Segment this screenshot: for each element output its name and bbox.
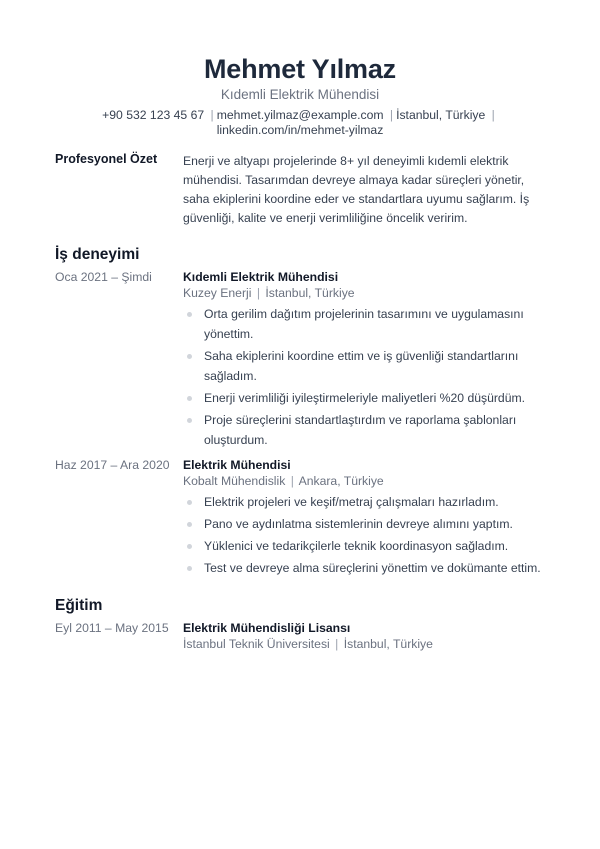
bullet-item xyxy=(183,492,545,512)
bullet-dot-icon xyxy=(187,396,192,401)
entry-location: Ankara, Türkiye xyxy=(298,474,384,488)
bullet-item xyxy=(183,536,545,556)
bullet-dot-icon xyxy=(187,418,192,423)
bullet-dot-icon xyxy=(187,566,192,571)
contact-email[interactable]: mehmet.yilmaz@example.com xyxy=(216,108,384,122)
bullet-text: Enerji verimliliği iyileştirmeleriyle maliyetleri %20 düşürdüm. xyxy=(204,391,526,405)
entry-date: Oca 2021 – Şimdi xyxy=(55,270,152,284)
bullet-item xyxy=(183,388,545,408)
candidate-title: Kıdemli Elektrik Mühendisi xyxy=(220,87,380,102)
bullet-dot-icon xyxy=(187,500,192,505)
entry-location: İstanbul, Türkiye xyxy=(343,637,433,651)
contact-separator: | xyxy=(491,108,495,122)
contact-separator: | xyxy=(210,108,214,122)
bullet-text: Proje süreçlerini standartlaştırdım ve raporlama şablonları oluşturdum. xyxy=(204,413,517,447)
entry-bullets xyxy=(183,492,545,578)
bullet-item xyxy=(183,410,545,450)
resume-header xyxy=(0,0,600,138)
entry-body xyxy=(183,270,545,452)
org-separator: | xyxy=(335,637,339,651)
entry-location: İstanbul, Türkiye xyxy=(265,286,355,300)
bullet-text: Test ve devreye alma süreçlerini yönettim ve dokümante ettim. xyxy=(204,561,541,575)
bullet-dot-icon xyxy=(187,522,192,527)
bullet-text: Elektrik projeleri ve keşif/metraj çalışmaları hazırladım. xyxy=(204,495,499,509)
contact-phone: +90 532 123 45 67 xyxy=(102,108,205,122)
bullet-dot-icon xyxy=(187,312,192,317)
entry-bullets xyxy=(183,304,545,450)
entry-body xyxy=(183,458,545,580)
bullet-text: Pano ve aydınlatma sistemlerinin devreye alımını yaptım. xyxy=(204,517,513,531)
bullet-item xyxy=(183,514,545,534)
entry-company: Kobalt Mühendislik xyxy=(183,474,286,488)
bullet-dot-icon xyxy=(187,354,192,359)
entry-company: Kuzey Enerji xyxy=(183,286,252,300)
bullet-item xyxy=(183,304,545,344)
bullet-text: Orta gerilim dağıtım projelerinin tasarımını ve uygulamasını yönettim. xyxy=(204,307,524,341)
contact-line xyxy=(90,108,510,138)
org-separator: | xyxy=(290,474,294,488)
entry-organization xyxy=(183,285,545,301)
entry-organization xyxy=(183,473,545,489)
entry-role: Kıdemli Elektrik Mühendisi xyxy=(183,270,339,284)
entry-date: Haz 2017 – Ara 2020 xyxy=(55,458,170,472)
entry-body xyxy=(183,621,545,652)
contact-location: İstanbul, Türkiye xyxy=(396,108,486,122)
entry-degree: Elektrik Mühendisliği Lisansı xyxy=(183,621,351,635)
summary-label: Profesyonel Özet xyxy=(55,152,158,166)
bullet-item xyxy=(183,558,545,578)
org-separator: | xyxy=(256,286,260,300)
experience-heading: İş deneyimi xyxy=(55,246,140,263)
education-heading: Eğitim xyxy=(55,597,103,614)
contact-separator: | xyxy=(389,108,394,122)
bullet-text: Yüklenici ve tedarikçilerle teknik koordinasyon sağladım. xyxy=(204,539,509,553)
bullet-item xyxy=(183,346,545,386)
candidate-name: Mehmet Yılmaz xyxy=(204,54,396,84)
entry-organization xyxy=(183,636,545,652)
summary-section xyxy=(55,152,545,232)
bullet-text: Saha ekiplerini koordine ettim ve iş güvenliği standartlarını sağladım. xyxy=(204,349,519,383)
entry-school: İstanbul Teknik Üniversitesi xyxy=(183,637,330,651)
summary-text: Enerji ve altyapı projelerinde 8+ yıl deneyimli kıdemli elektrik mühendisi. Tasarımdan devreye almaya kadar süreçleri yönetir, saha ekiplerini koordine eder ve standartlara uyumu sağlarım. İş güvenliği, kalite ve enerji verimliliğine öncelik veririm. xyxy=(183,154,530,225)
entry-date: Eyl 2011 – May 2015 xyxy=(55,621,169,635)
bullet-dot-icon xyxy=(187,544,192,549)
contact-linkedin[interactable]: linkedin.com/in/mehmet-yilmaz xyxy=(216,123,384,137)
entry-role: Elektrik Mühendisi xyxy=(183,458,291,472)
